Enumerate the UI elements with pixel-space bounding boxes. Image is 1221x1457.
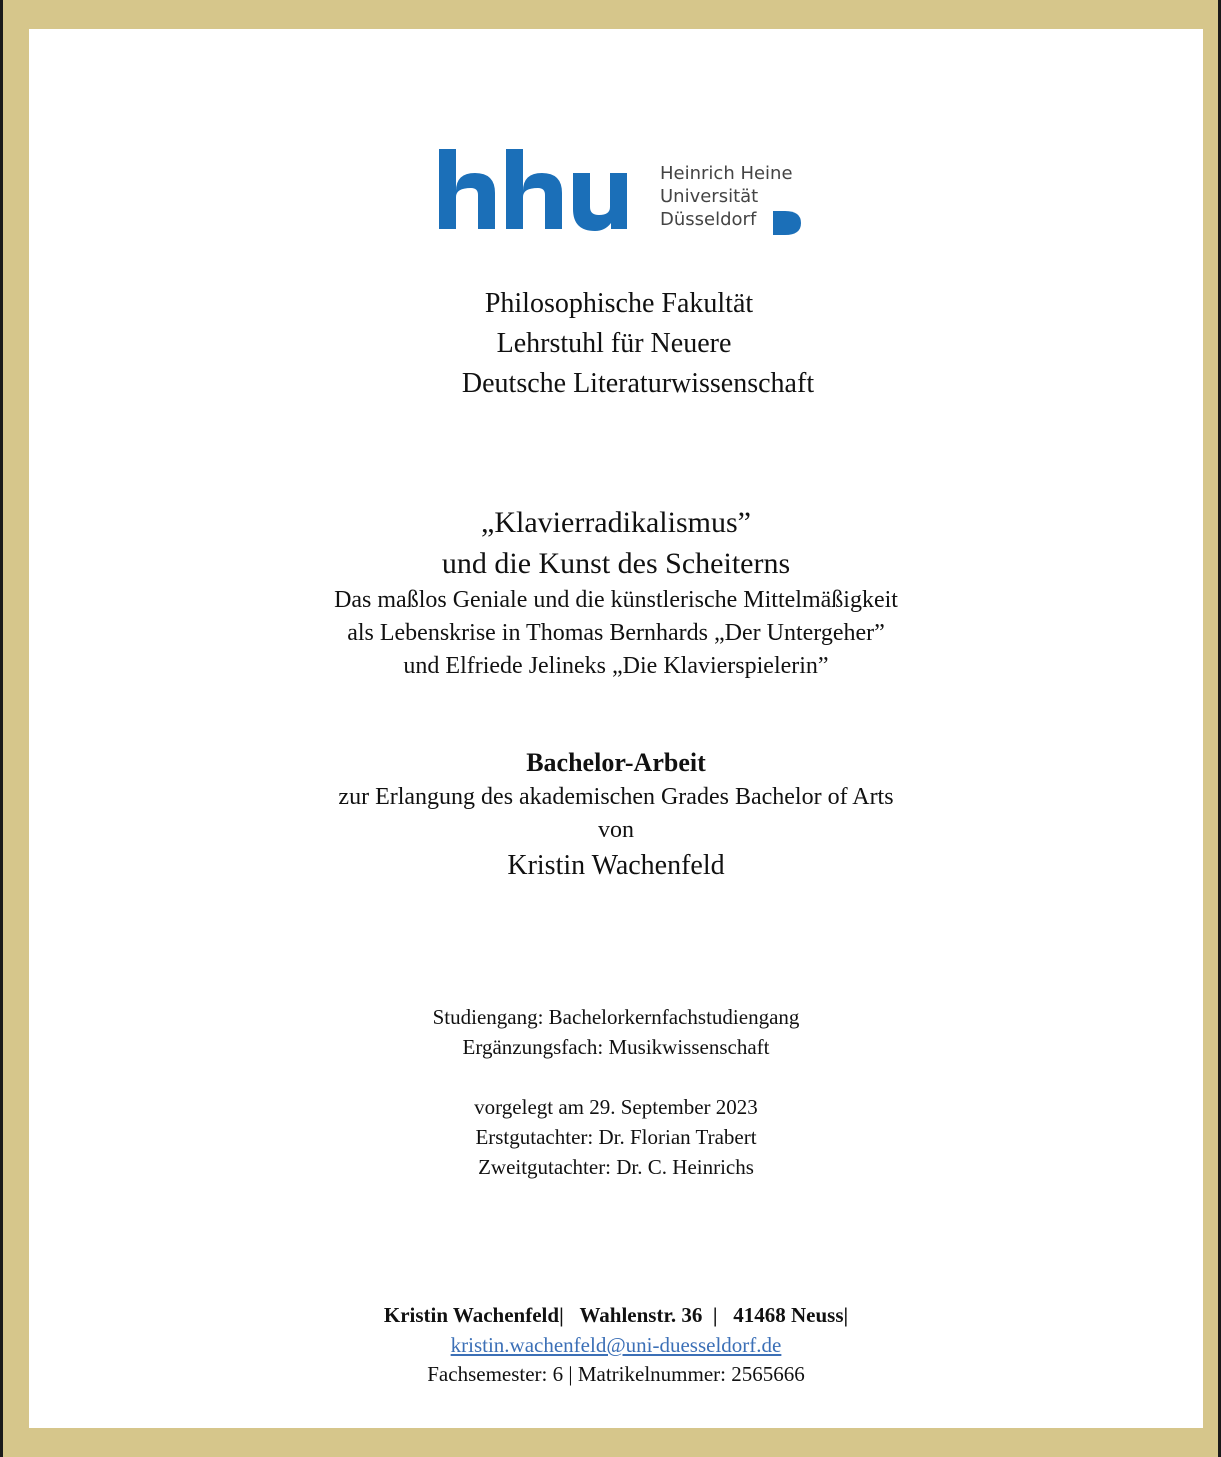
footer-address — [29, 1300, 1203, 1330]
faculty-line: Philosophische Fakultät — [484, 288, 754, 319]
study-program: Studiengang: Bachelorkernfachstudiengang — [432, 1005, 800, 1029]
by-label: von — [598, 817, 634, 843]
university-name-line: Heinrich Heine — [660, 163, 793, 184]
university-name-line: Düsseldorf — [660, 209, 757, 230]
study-minor: Ergänzungsfach: Musikwissenschaft — [462, 1035, 770, 1059]
hhu-wordmark-logo — [439, 145, 654, 235]
footer-matriculation: Matrikelnummer: 2565666 — [577, 1362, 805, 1386]
footer-name: Kristin Wachenfeld — [383, 1303, 560, 1327]
title-line: und die Kunst des Scheiterns — [441, 547, 791, 580]
study-info — [29, 1002, 1203, 1062]
footer-separator: | — [843, 1303, 849, 1327]
title-page — [29, 29, 1203, 1428]
title-line: „Klavierradikalismus” — [481, 506, 751, 539]
footer-city: 41468 Neuss — [733, 1303, 844, 1327]
first-reviewer: Erstgutachter: Dr. Florian Trabert — [475, 1125, 757, 1149]
subtitle-line: und Elfriede Jelineks „Die Klavierspielerin” — [403, 653, 829, 679]
logo-d-mark-icon — [773, 211, 801, 235]
subtitle-line: Das maßlos Geniale und die künstlerische Mittelmäßigkeit — [334, 587, 898, 613]
submission-date: vorgelegt am 29. September 2023 — [474, 1095, 758, 1119]
university-name-line: Universität — [660, 186, 759, 207]
university-logo — [439, 145, 819, 245]
chair-line: Lehrstuhl für Neuere — [496, 328, 732, 359]
footer-separator: | — [712, 1303, 718, 1327]
thesis-type: Bachelor-Arbeit — [526, 748, 706, 777]
subtitle-line: als Lebenskrise in Thomas Bernhards „Der Untergeher” — [347, 620, 885, 646]
footer-email-line — [29, 1330, 1203, 1360]
footer-separator: | — [559, 1303, 564, 1327]
submission-info — [29, 1092, 1203, 1182]
author-name: Kristin Wachenfeld — [507, 850, 725, 881]
footer-semester: Fachsemester: 6 — [427, 1362, 564, 1386]
second-reviewer: Zweitgutachter: Dr. C. Heinrichs — [478, 1155, 754, 1179]
faculty-block — [29, 284, 1203, 404]
frame-edge-left — [0, 0, 3, 1457]
thesis-subtitle — [29, 584, 1203, 683]
chair-line: Deutsche Literaturwissenschaft — [461, 368, 815, 399]
footer-separator: | — [568, 1362, 573, 1386]
email-link[interactable]: kristin.wachenfeld@uni-duesseldorf.de — [450, 1333, 782, 1357]
degree-purpose: zur Erlangung des akademischen Grades Bachelor of Arts — [338, 784, 894, 810]
footer-street: Wahlenstr. 36 — [579, 1303, 703, 1327]
thesis-title — [29, 502, 1203, 584]
footer-student-info — [29, 1359, 1203, 1389]
